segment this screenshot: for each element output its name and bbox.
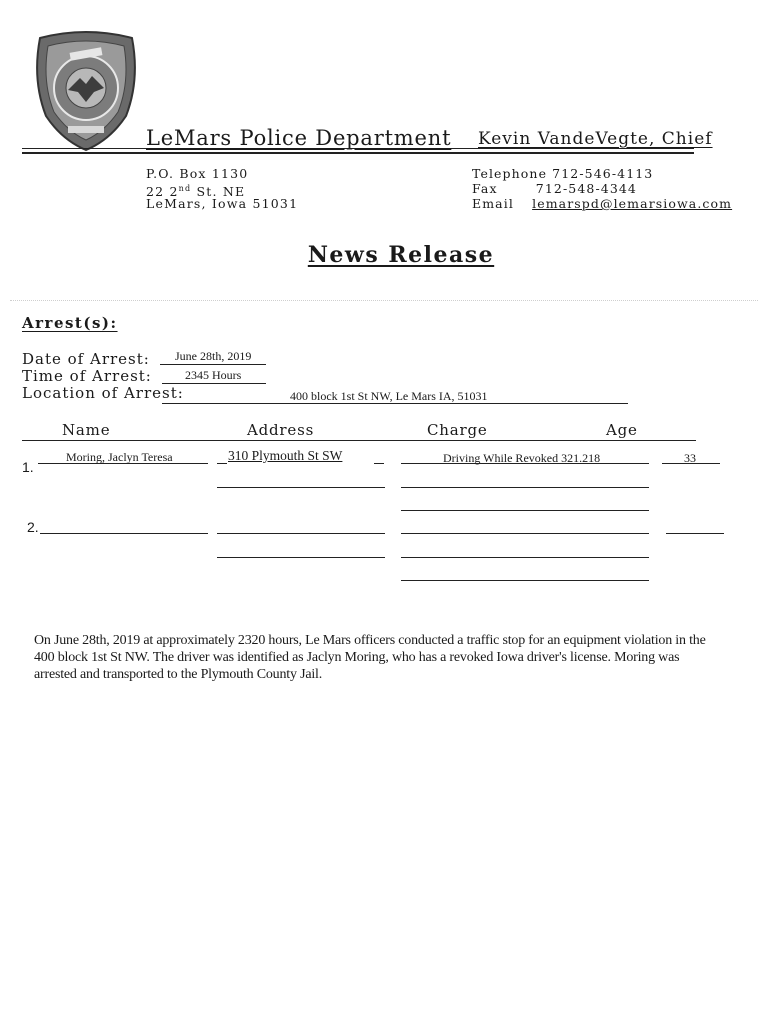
row-1-address-line-b bbox=[374, 463, 384, 464]
column-header-charge: Charge bbox=[427, 421, 488, 439]
chief-name: Kevin VandeVegte, Chief bbox=[478, 129, 713, 149]
row-2-charge-line bbox=[401, 533, 649, 534]
column-header-address: Address bbox=[247, 421, 315, 439]
row-1-charge-line-3 bbox=[401, 510, 649, 511]
row-1-age-line bbox=[662, 463, 720, 464]
arrest-section-header: Arrest(s): bbox=[22, 314, 118, 332]
address-line-1: P.O. Box 1130 bbox=[146, 166, 249, 181]
row-1-address-line-2 bbox=[217, 487, 385, 488]
email-label: Email bbox=[472, 196, 514, 211]
telephone-label: Telephone bbox=[472, 166, 548, 181]
time-of-arrest-label: Time of Arrest: bbox=[22, 367, 152, 385]
location-of-arrest-value: 400 block 1st St NW, Le Mars IA, 51031 bbox=[290, 389, 488, 403]
row-2-charge-line-3 bbox=[401, 580, 649, 581]
row-2-number: 2. bbox=[27, 519, 39, 535]
location-of-arrest-label: Location of Arrest: bbox=[22, 384, 184, 402]
address-line-3: LeMars, Iowa 51031 bbox=[146, 196, 299, 211]
address-line-2: 22 2nd St. NE bbox=[146, 184, 246, 200]
time-of-arrest-value: 2345 Hours bbox=[185, 368, 242, 382]
column-header-age: Age bbox=[606, 421, 638, 439]
row-1-charge-line bbox=[401, 463, 649, 464]
date-of-arrest-value: June 28th, 2019 bbox=[175, 349, 252, 363]
telephone-line bbox=[472, 166, 653, 181]
row-2-name-line bbox=[40, 533, 208, 534]
row-1-name-line bbox=[38, 463, 208, 464]
column-header-name: Name bbox=[62, 421, 111, 439]
header-rule-bottom bbox=[22, 152, 694, 154]
telephone-value: 712-546-4113 bbox=[552, 166, 654, 181]
section-divider bbox=[10, 300, 758, 301]
email-link[interactable]: lemarspd@lemarsiowa.com bbox=[532, 196, 733, 211]
police-badge-logo bbox=[30, 30, 142, 154]
row-1-age: 33 bbox=[684, 451, 696, 465]
row-1-address: 310 Plymouth St SW bbox=[228, 448, 343, 463]
fax-label: Fax bbox=[472, 181, 498, 196]
row-1-charge: Driving While Revoked 321.218 bbox=[443, 451, 601, 465]
date-of-arrest-label: Date of Arrest: bbox=[22, 350, 150, 368]
row-2-address-line-2 bbox=[217, 557, 385, 558]
department-name: LeMars Police Department bbox=[146, 126, 452, 150]
row-2-age-line bbox=[666, 533, 724, 534]
row-2-charge-line-2 bbox=[401, 557, 649, 558]
email-line bbox=[472, 196, 732, 211]
row-2-address-line bbox=[217, 533, 385, 534]
row-1-number: 1. bbox=[22, 459, 34, 475]
location-underline bbox=[162, 403, 628, 404]
date-underline bbox=[160, 364, 266, 365]
fax-value: 712-548-4344 bbox=[535, 181, 637, 196]
row-1-address-line-a bbox=[217, 463, 227, 464]
news-release-title: News Release bbox=[307, 242, 495, 268]
table-header-rule bbox=[22, 440, 696, 441]
row-1-name: Moring, Jaclyn Teresa bbox=[66, 450, 173, 464]
fax-line bbox=[472, 181, 637, 196]
news-story-paragraph: On June 28th, 2019 at approximately 2320 hours, Le Mars officers conducted a traffic stop for an equipment violation in the 400 block 1st St NW. The driver was identified as Jaclyn Moring, who has a revoked Iowa driver's license. Moring was arrested and transported to the Plymouth County Jail. bbox=[34, 633, 706, 682]
row-1-charge-line-2 bbox=[401, 487, 649, 488]
